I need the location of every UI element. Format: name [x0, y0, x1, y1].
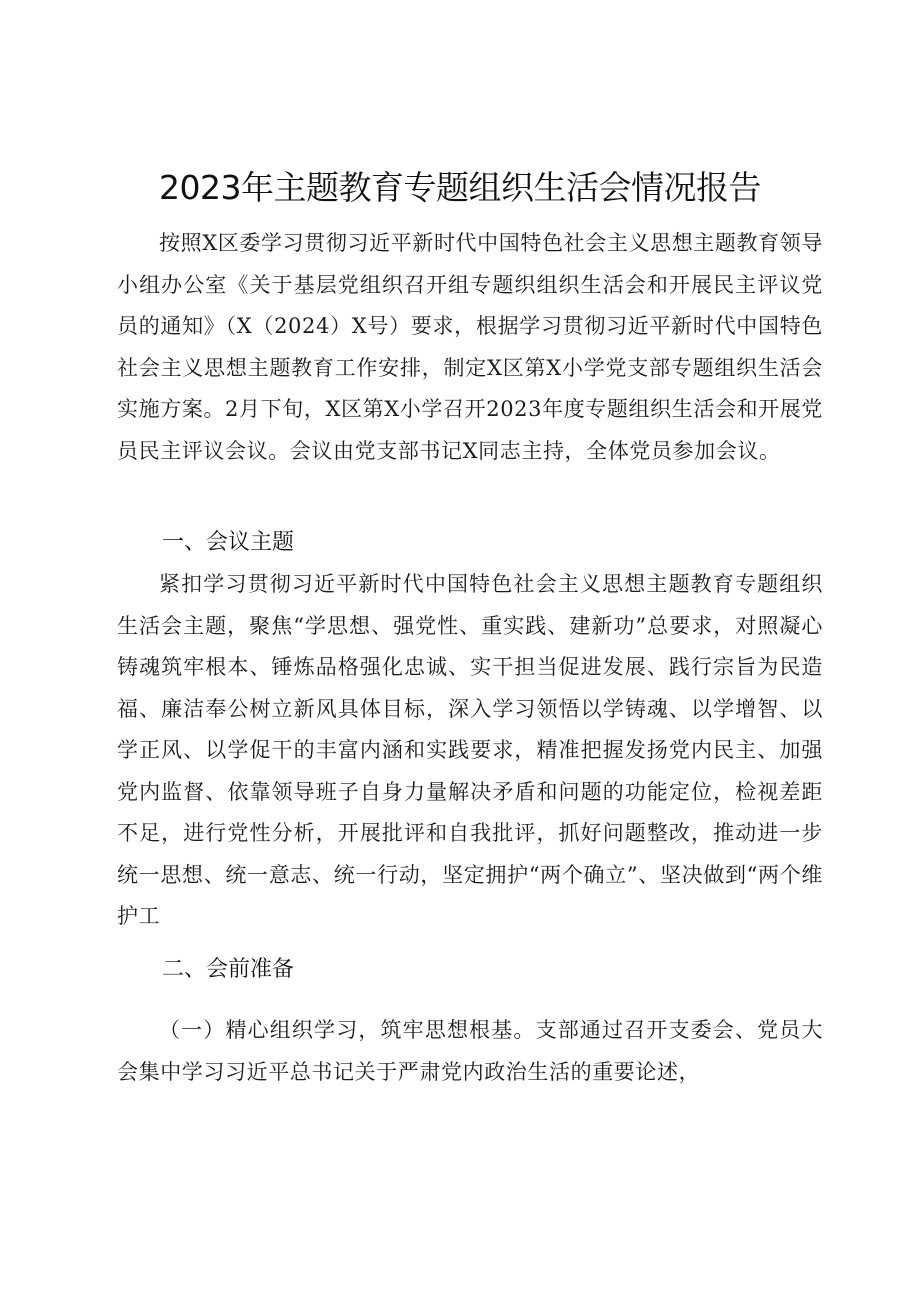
document-title: 2023年主题教育专题组织生活会情况报告 [159, 168, 761, 207]
section-heading-meeting-theme: 一、会议主题 [162, 530, 295, 555]
section-heading-preparation: 二、会前准备 [162, 957, 295, 982]
meeting-theme-paragraph: 紧扣学习贯彻习近平新时代中国特色社会主义思想主题教育专题组织生活会主题，聚焦“学思想、强党性、重实践、建新功”总要求，对照凝心铸魂筑牢根本、锤炼品格强化忠诚、实干担当促进发展、践行宗旨为民造福、廉洁奉公树立新风具体目标，深入学习领悟以学铸魂、以学增智、以学正风、以学促干的丰富内涵和实践要求，精准把握发扬党内民主、加强党内监督、依靠领导班子自身力量解决矛盾和问题的功能定位，检视差距不足，进行党性分析，开展批评和自我批评，抓好问题整改，推动进一步统一思想、统一意志、统一行动，坚定拥护“两个确立”、坚决做到“两个维护工 [117, 572, 823, 928]
preparation-paragraph: （一）精心组织学习，筑牢思想根基。支部通过召开支委会、党员大会集中学习习近平总书记关于严肃党内政治生活的重要论述， [117, 1018, 823, 1084]
intro-paragraph: 按照X区委学习贯彻习近平新时代中国特色社会主义思想主题教育领导小组办公室《关于基层党组织召开组专题织组织生活会和开展民主评议党员的通知》（X（2024）X号）要求，根据学习贯彻习近平新时代中国特色社会主义思想主题教育工作安排，制定X区第X小学党支部专题组织生活会实施方案。2月下旬，X区第X小学召开2023年度专题组织生活会和开展党员民主评议会议。会议由党支部书记X同志主持，全体党员参加会议。 [117, 231, 823, 463]
